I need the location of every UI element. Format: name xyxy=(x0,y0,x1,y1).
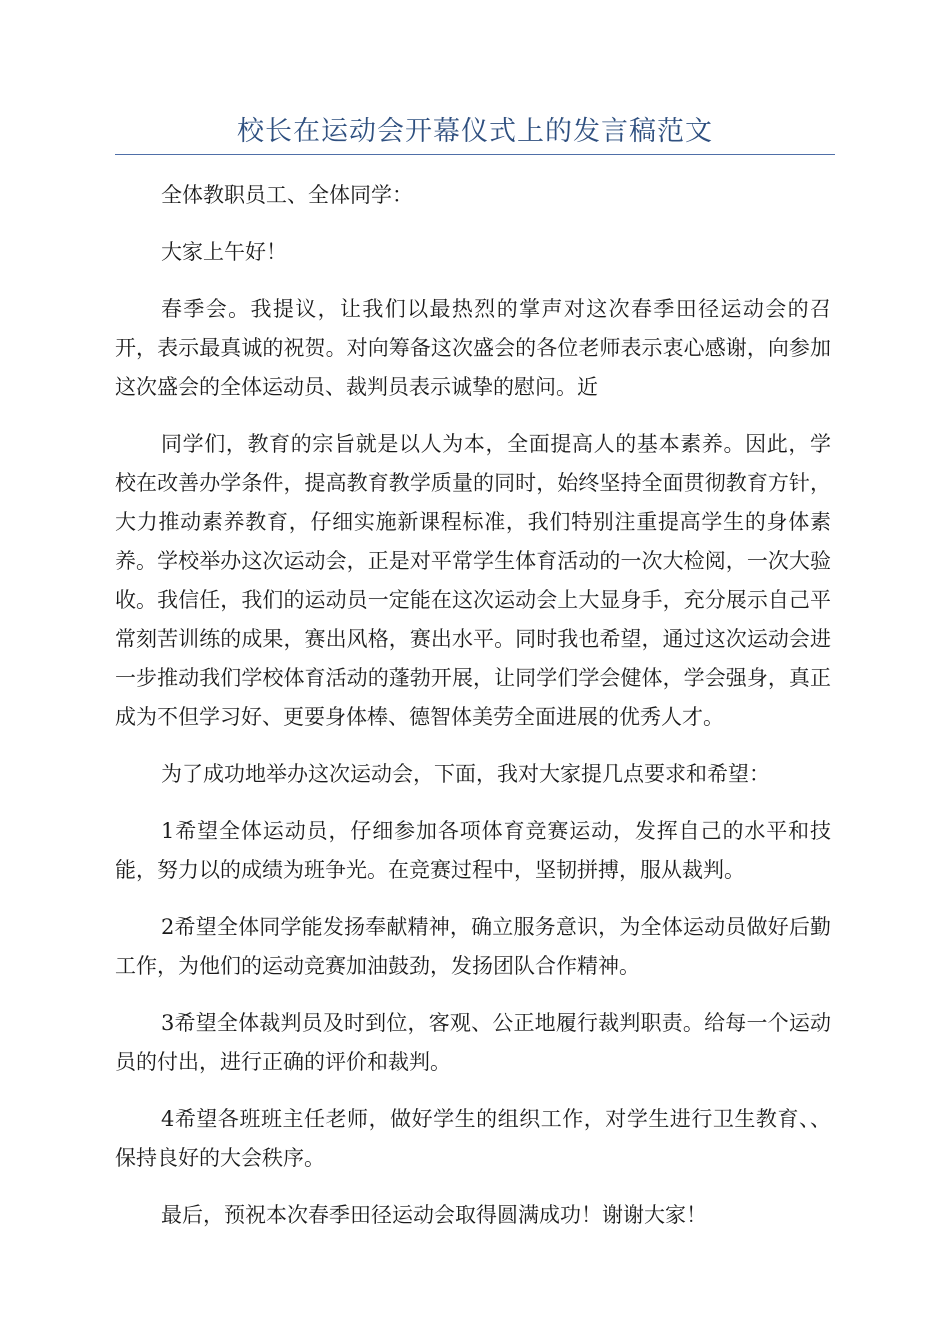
list-item-paragraph: 1希望全体运动员，仔细参加各项体育竞赛运动，发挥自己的水平和技能，努力以的成绩为班争光。在竞赛过程中，坚韧拼搏，服从裁判。 xyxy=(115,819,831,882)
body-paragraph: 春季会。我提议，让我们以最热烈的掌声对这次春季田径运动会的召开，表示最真诚的祝贺。对向筹备这次盛会的各位老师表示衷心感谢，向参加这次盛会的全体运动员、裁判员表示诚挚的慰问。近 xyxy=(115,297,831,399)
list-item-paragraph: 2希望全体同学能发扬奉献精神，确立服务意识，为全体运动员做好后勤工作，为他们的运动竞赛加油鼓劲，发扬团队合作精神。 xyxy=(115,915,831,978)
list-item-paragraph: 4希望各班班主任老师，做好学生的组织工作，对学生进行卫生教育、、保持良好的大会秩序。 xyxy=(115,1107,831,1170)
document-body xyxy=(115,176,831,1253)
closing-paragraph: 最后，预祝本次春季田径运动会取得圆满成功！谢谢大家！ xyxy=(161,1203,707,1227)
body-paragraph: 为了成功地举办这次运动会，下面，我对大家提几点要求和希望： xyxy=(161,762,770,786)
body-paragraph: 同学们，教育的宗旨就是以人为本，全面提高人的基本素养。因此，学校在改善办学条件，提高教育教学质量的同时，始终坚持全面贯彻教育方针，大力推动素养教育，仔细实施新课程标准，我们特别注重提高学生的身体素养。学校举办这次运动会，正是对平常学生体育活动的一次大检阅，一次大验收。我信任，我们的运动员一定能在这次运动会上大显身手，充分展示自己平常刻苦训练的成果，赛出风格，赛出水平。同时我也希望，通过这次运动会进一步推动我们学校体育活动的蓬勃开展，让同学们学会健体，学会强身，真正成为不但学习好、更要身体棒、德智体美劳全面进展的优秀人才。 xyxy=(115,432,831,729)
list-item-paragraph: 3希望全体裁判员及时到位，客观、公正地履行裁判职责。给每一个运动员的付出，进行正确的评价和裁判。 xyxy=(115,1011,831,1074)
salutation-paragraph: 全体教职员工、全体同学： xyxy=(161,183,413,207)
title-underline xyxy=(115,154,835,155)
document-title: 校长在运动会开幕仪式上的发言稿范文 xyxy=(237,116,713,147)
greeting-paragraph: 大家上午好！ xyxy=(161,240,287,264)
